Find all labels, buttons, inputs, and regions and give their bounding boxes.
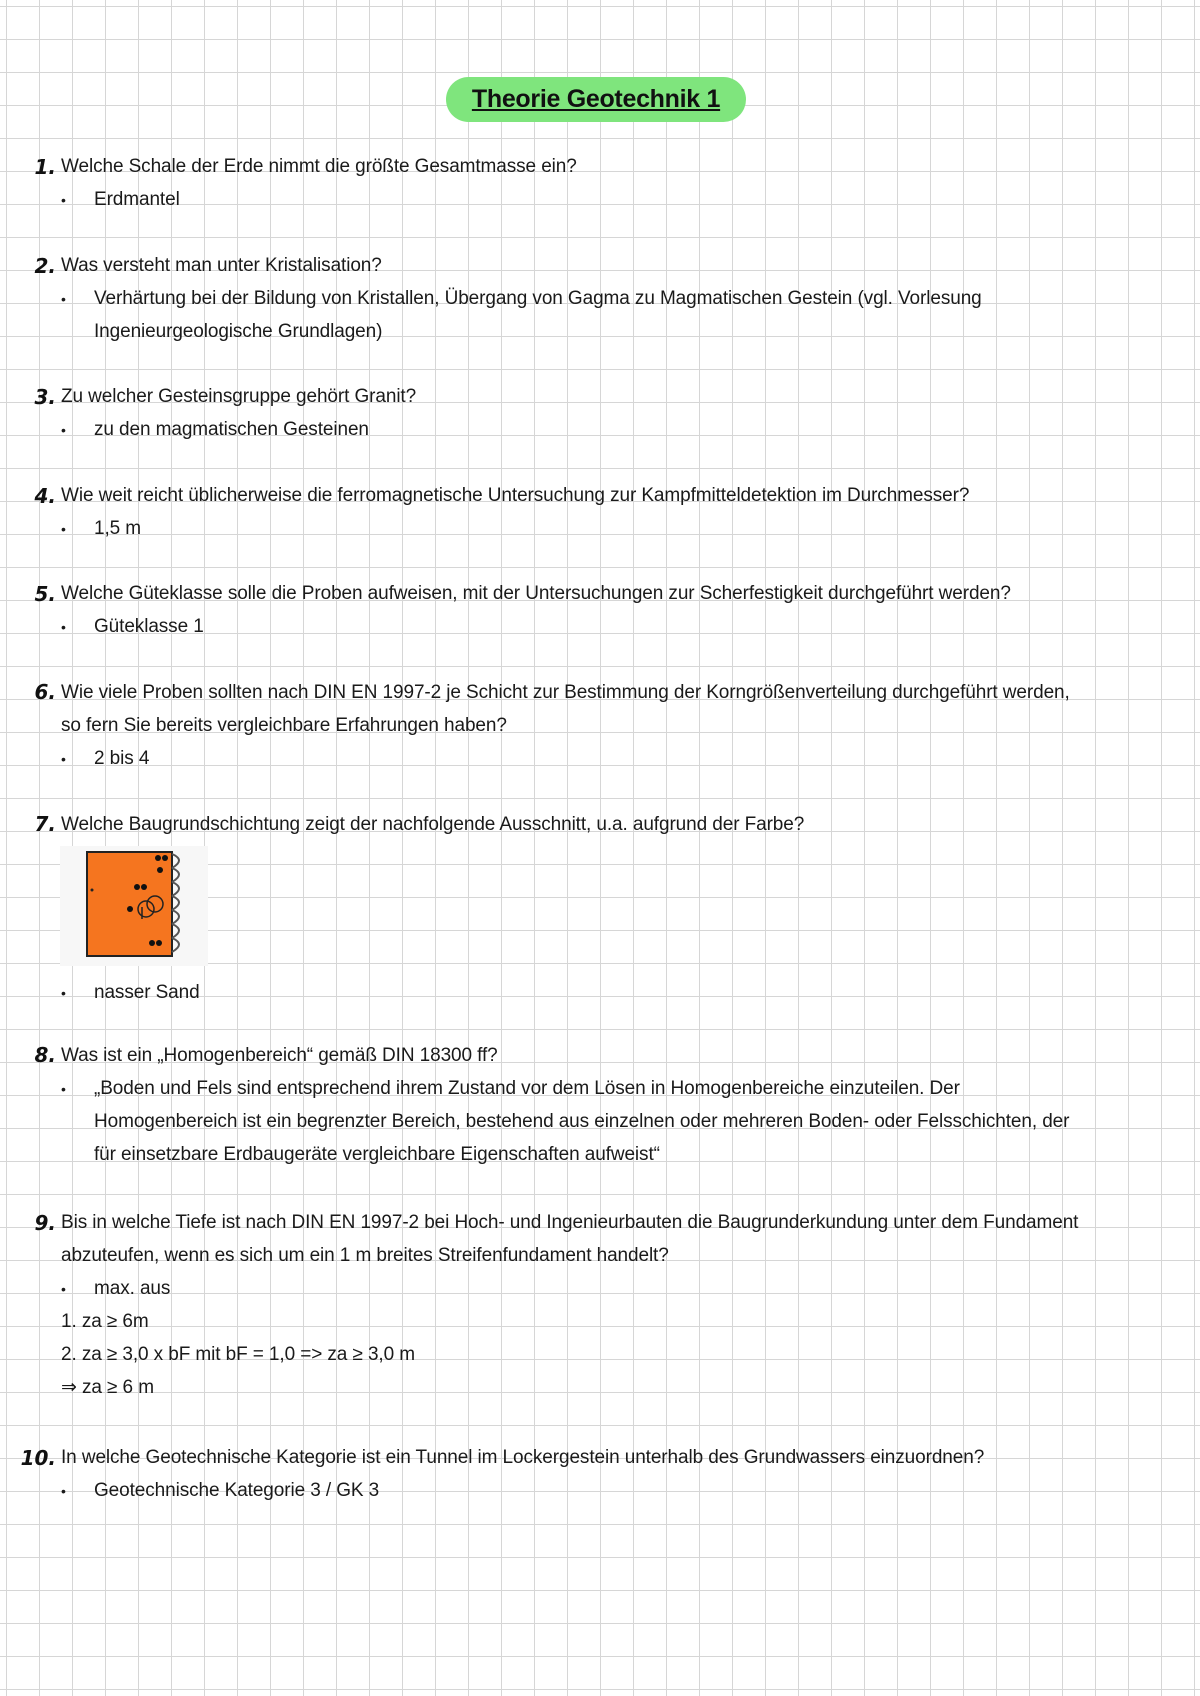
question-number: 6. (34, 680, 56, 704)
bullet-icon: • (61, 985, 66, 1001)
question-number: 7. (34, 812, 56, 836)
question-text: Was ist ein „Homogenbereich“ gemäß DIN 18300 ff? (61, 1045, 498, 1066)
question-text: Welche Baugrundschichtung zeigt der nachfolgende Ausschnitt, u.a. aufgrund der Farbe? (61, 814, 805, 835)
bullet-icon: • (61, 1483, 66, 1499)
bullet-icon: • (61, 1281, 66, 1297)
question-number: 8. (34, 1043, 56, 1067)
title-highlight (446, 77, 746, 122)
answer-text: Ingenieurgeologische Grundlagen) (94, 321, 383, 342)
bullet-icon: • (61, 751, 66, 767)
question-number: 2. (34, 254, 56, 278)
question-text: Was versteht man unter Kristalisation? (61, 255, 382, 276)
calc-line: 1. za ≥ 6m (61, 1311, 149, 1332)
question-text: Wie viele Proben sollten nach DIN EN 1997-2 je Schicht zur Bestimmung der Korngrößenverteilung durchgeführt werden, (61, 682, 1070, 703)
question-number: 9. (34, 1211, 56, 1235)
question-text: Zu welcher Gesteinsgruppe gehört Granit? (61, 386, 417, 407)
bullet-icon: • (61, 422, 66, 438)
question-text: Bis in welche Tiefe ist nach DIN EN 1997-2 bei Hoch- und Ingenieurbauten die Baugrunderkundung unter dem Fundament (61, 1212, 1079, 1233)
answer-text: Geotechnische Kategorie 3 / GK 3 (94, 1480, 380, 1501)
calc-result: ⇒ za ≥ 6 m (61, 1377, 154, 1398)
question-number: 4. (34, 484, 56, 508)
answer-text: zu den magmatischen Gesteinen (94, 419, 369, 440)
answer-text: 1,5 m (94, 518, 142, 539)
answer-text: 2 bis 4 (94, 748, 150, 769)
bullet-icon: • (61, 619, 66, 635)
answer-text: Erdmantel (94, 189, 180, 210)
answer-text: Verhärtung bei der Bildung von Kristallen, Übergang von Gagma zu Magmatischen Gestein (vgl. Vorlesung (94, 288, 982, 309)
bullet-icon: • (61, 521, 66, 537)
question-text: Wie weit reicht üblicherweise die ferromagnetische Untersuchung zur Kampfmitteldetektion im Durchmesser? (61, 485, 970, 506)
soil-sample-graphic (60, 846, 208, 966)
question-number: 10. (20, 1446, 56, 1470)
answer-text: nasser Sand (94, 982, 200, 1003)
question-number: 3. (34, 385, 56, 409)
soil-layer-image (60, 846, 208, 966)
calc-line: 2. za ≥ 3,0 x bF mit bF = 1,0 => za ≥ 3,0 m (61, 1344, 415, 1365)
bullet-icon: • (61, 192, 66, 208)
question-text-continuation: so fern Sie bereits vergleichbare Erfahrungen haben? (61, 715, 507, 736)
bullet-icon: • (61, 1081, 66, 1097)
answer-text: „Boden und Fels sind entsprechend ihrem Zustand vor dem Lösen in Homogenbereiche einzuteilen. Der (94, 1078, 960, 1099)
question-text: In welche Geotechnische Kategorie ist ein Tunnel im Lockergestein unterhalb des Grundwassers einzuordnen? (61, 1447, 985, 1468)
answer-text: max. aus (94, 1278, 171, 1299)
question-text: Welche Güteklasse solle die Proben aufweisen, mit der Untersuchungen zur Scherfestigkeit durchgeführt werden? (61, 583, 1011, 604)
question-text: Welche Schale der Erde nimmt die größte Gesamtmasse ein? (61, 156, 577, 177)
answer-text: Homogenbereich ist ein begrenzter Bereich, bestehend aus einzelnen oder mehreren Boden- oder Felsschichten, der (94, 1111, 1070, 1132)
question-number: 1. (34, 155, 56, 179)
bullet-icon: • (61, 291, 66, 307)
page-title: Theorie Geotechnik 1 (471, 85, 721, 113)
question-text-continuation: abzuteufen, wenn es sich um ein 1 m breites Streifenfundament handelt? (61, 1245, 669, 1266)
question-number: 5. (34, 582, 56, 606)
answer-text: für einsetzbare Erdbaugeräte vergleichbare Eigenschaften aufweist“ (94, 1144, 660, 1165)
answer-text: Güteklasse 1 (94, 616, 204, 637)
